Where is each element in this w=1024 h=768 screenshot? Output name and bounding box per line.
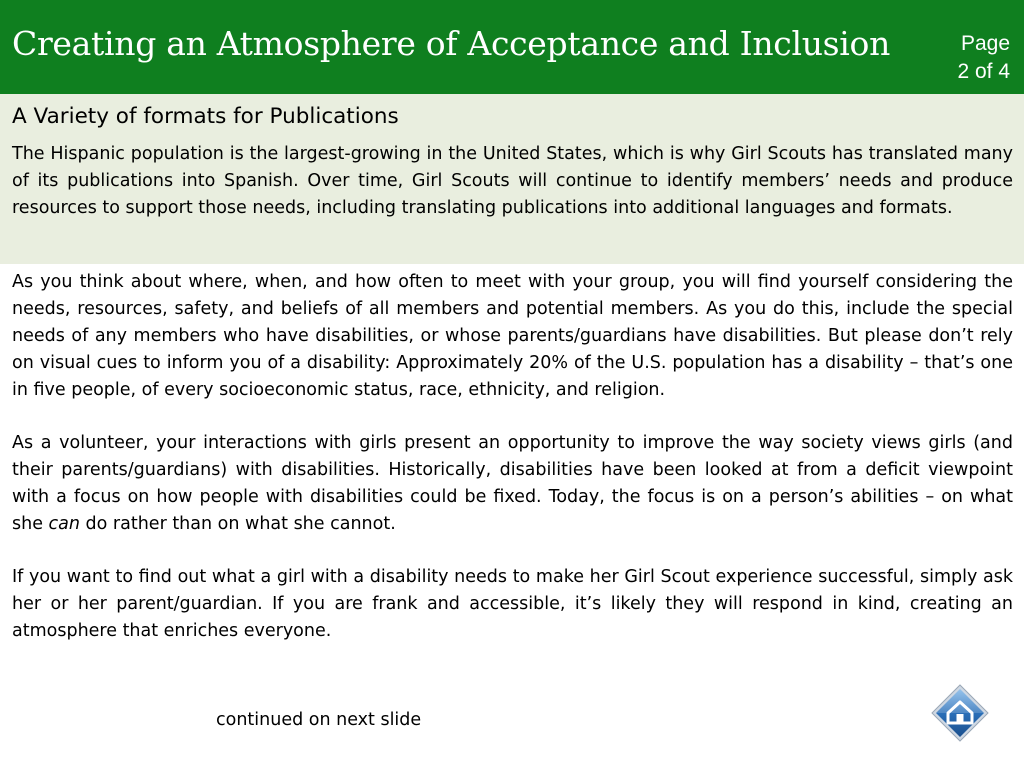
page-indicator [930, 30, 1010, 86]
emphasis-can: can [48, 514, 80, 534]
page-number: 2 of 4 [957, 60, 1010, 83]
body-paragraph-3: If you want to find out what a girl with a disability needs to make her Girl Scout experience successful, simply ask her or her parent/guardian. If you are frank and accessible, it’s likely they will respond in kind, creating an atmosphere that enriches everyone. [12, 567, 1013, 641]
body-content [12, 269, 1013, 671]
body-paragraph-1: As you think about where, when, and how often to meet with your group, you will find yourself considering the needs, resources, safety, and beliefs of all members and potential members. As you do this, include the special needs of any members who have disabilities, or whose parents/guardians have disabilities. But please don’t rely on visual cues to inform you of a disability: Approximately 20% of the U.S. population has a disability – that’s one in five people, of every socioeconomic status, race, ethnicity, and religion. [12, 272, 1013, 400]
home-icon [930, 683, 990, 743]
section-heading: A Variety of formats for Publications [12, 104, 399, 129]
title-bar [0, 0, 1024, 94]
paragraph-2-text-end: do rather than on what she cannot. [79, 514, 396, 534]
intro-panel [0, 94, 1024, 264]
page-title: Creating an Atmosphere of Acceptance and Inclusion [12, 24, 891, 63]
home-button[interactable] [930, 683, 990, 743]
paragraph-2-text-start: As a volunteer, your interactions with girls present an opportunity to improve the way society views girls (and their parents/guardians) with disabilities. Historically, disabilities have been looked at from a deficit viewpoint with a focus on how people with disabilities could be fixed. Today, the focus is on a person’s abilities – on what she [12, 433, 1013, 534]
page-label: Page [960, 32, 1010, 55]
continued-note: continued on next slide [216, 710, 422, 730]
intro-paragraph: The Hispanic population is the largest-growing in the United States, which is why Girl Scouts has translated many of its publications into Spanish. Over time, Girl Scouts will continue to identify members’ needs and produce resources to support those needs, including translating publications into additional languages and formats. [12, 144, 1013, 218]
body-paragraph-2 [12, 430, 1013, 538]
